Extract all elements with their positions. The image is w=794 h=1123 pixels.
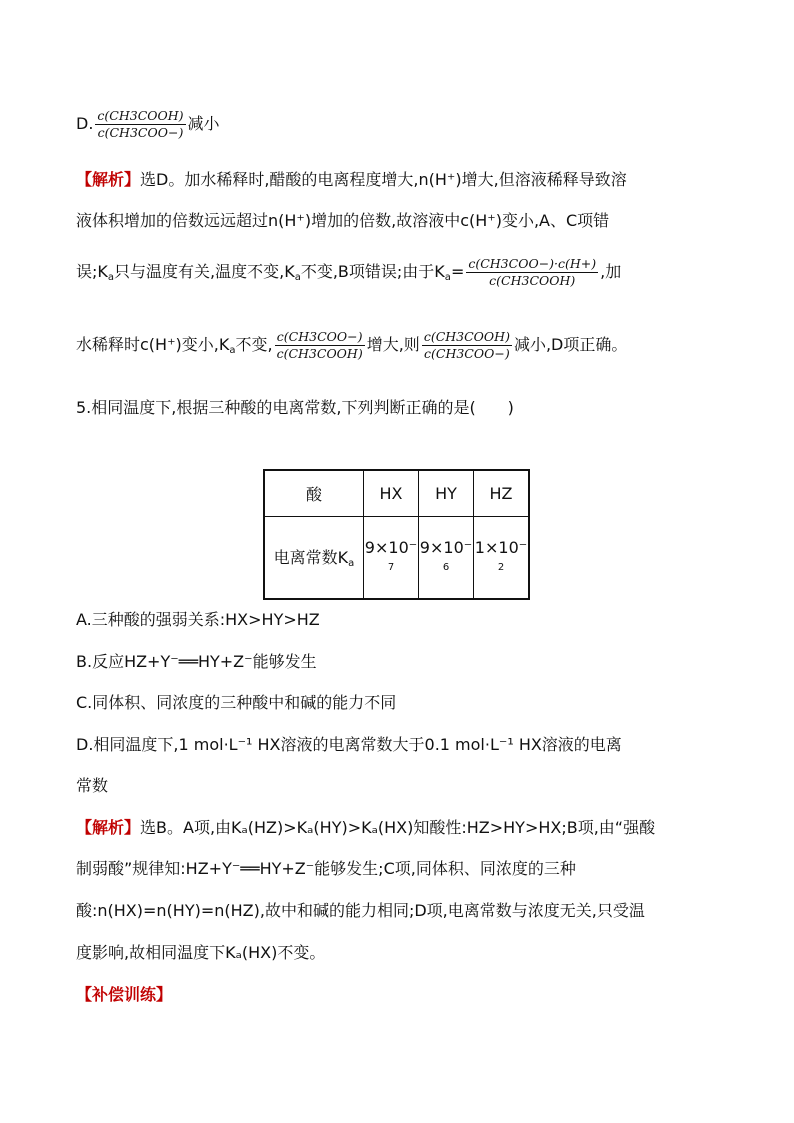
q4-analysis-line4: [76, 329, 627, 362]
fraction-denominator: c(CH3COO−): [424, 346, 510, 361]
fraction-denominator: c(CH3COOH): [489, 273, 576, 288]
ka-fraction: [466, 256, 598, 289]
option-d-prefix: D.: [76, 114, 94, 133]
q5-analysis-line2: 制弱酸”规律知:HZ+Y⁻══HY+Z⁻能够发生;C项,同体积、同浓度的三种: [76, 859, 576, 878]
option-d-fraction: [95, 108, 185, 141]
table-header-hy: HY: [419, 470, 474, 517]
analysis-text: ,加: [600, 262, 622, 281]
ka-exponent: 6: [442, 562, 450, 574]
supplement-tag: 【补偿训练】: [76, 985, 173, 1004]
equals-sign: =: [450, 262, 465, 281]
fraction-2: [275, 329, 365, 362]
fraction-numerator: c(CH3COO−): [275, 329, 365, 346]
q4-option-d: [76, 108, 220, 141]
option-d-suffix: 减小: [187, 114, 220, 133]
table-cell-hx: [364, 517, 419, 599]
analysis-text: 选B。A项,由Kₐ(HZ)>Kₐ(HY)>Kₐ(HX)知酸性:HZ>HY>HX;B项,由“强酸: [140, 818, 656, 837]
subscript-a: a: [444, 272, 451, 283]
q5-option-c: C.同体积、同浓度的三种酸中和碱的能力不同: [76, 693, 397, 712]
analysis-text: 减小,D项正确。: [513, 335, 628, 354]
analysis-text: 不变,B项错误;由于K: [300, 262, 445, 281]
analysis-text: 只与温度有关,温度不变,K: [114, 262, 295, 281]
ka-base: 9×10⁻: [364, 538, 418, 558]
analysis-text: 不变,: [235, 335, 273, 354]
table-cell-hz: [474, 517, 530, 599]
q4-analysis-line1: [76, 169, 627, 191]
table-header-label: 酸: [264, 470, 364, 517]
analysis-text: 水稀释时c(H⁺)变小,K: [76, 335, 230, 354]
fraction-denominator: c(CH3COOH): [276, 346, 363, 361]
table-header-hx: HX: [364, 470, 419, 517]
table-row-label: [264, 517, 364, 599]
q5-option-a: A.三种酸的强弱关系:HX>HY>HZ: [76, 610, 320, 629]
table-header-hz: HZ: [474, 470, 530, 517]
table-cell-hy: [419, 517, 474, 599]
analysis-text: 增大,则: [366, 335, 420, 354]
q5-option-d-line2: 常数: [76, 776, 109, 795]
ka-base: 1×10⁻: [474, 538, 528, 558]
fraction-3: [422, 329, 512, 362]
analysis-text: 误;K: [76, 262, 108, 281]
q5-analysis-line3: 酸:n(HX)=n(HY)=n(HZ),故中和碱的能力相同;D项,电离常数与浓度无关,只受温: [76, 901, 645, 920]
fraction-denominator: c(CH3COO−): [97, 125, 184, 140]
subscript-a: a: [294, 272, 301, 283]
ka-exponent: 2: [497, 562, 505, 574]
q4-analysis-line3: [76, 256, 621, 289]
subscript-a: a: [229, 345, 236, 356]
ka-exponent: 7: [387, 562, 395, 574]
subscript-a: a: [348, 558, 355, 570]
fraction-numerator: c(CH3COO−)·c(H+): [468, 256, 597, 271]
analysis-tag: 【解析】: [76, 818, 141, 837]
analysis-text: 选D。加水稀释时,醋酸的电离程度增大,n(H⁺)增大,但溶液稀释导致溶: [140, 170, 627, 189]
fraction-numerator: c(CH3COOH): [97, 108, 184, 123]
analysis-tag: 【解析】: [76, 170, 141, 189]
q5-option-d-line1: D.相同温度下,1 mol·L⁻¹ HX溶液的电离常数大于0.1 mol·L⁻¹ HX溶液的电离: [76, 735, 622, 754]
q5-stem: 5.相同温度下,根据三种酸的电离常数,下列判断正确的是( ): [76, 398, 514, 417]
analysis-text: 液体积增加的倍数远远超过n(H⁺)增加的倍数,故溶液中c(H⁺)变小,A、C项错: [76, 211, 610, 230]
ka-table: [263, 469, 530, 600]
fraction-numerator: c(CH3COOH): [423, 329, 510, 344]
q5-analysis-line1: [76, 817, 655, 839]
subscript-a: a: [107, 272, 115, 283]
q5-analysis-line4: 度影响,故相同温度下Kₐ(HX)不变。: [76, 943, 326, 962]
q4-analysis-line2: [76, 210, 609, 232]
ka-base: 9×10⁻: [419, 538, 473, 558]
q5-option-b: B.反应HZ+Y⁻══HY+Z⁻能够发生: [76, 652, 317, 671]
row-label-text: 电离常数K: [273, 548, 349, 568]
